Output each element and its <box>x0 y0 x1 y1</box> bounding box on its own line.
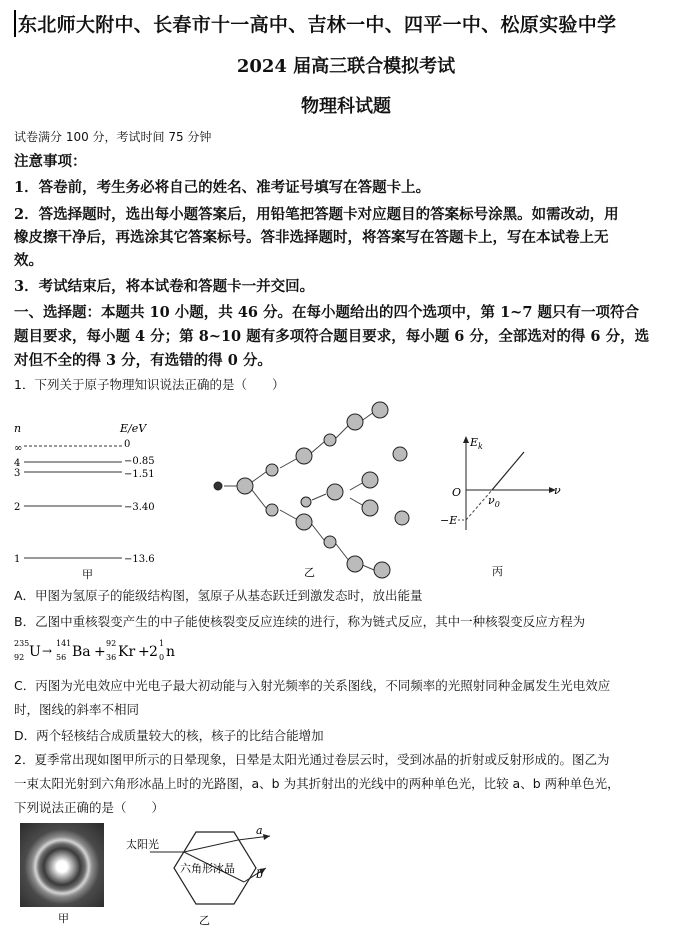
chain-reaction-diagram <box>200 398 430 583</box>
svg-text:92: 92 <box>14 653 25 662</box>
level-e-inf: 0 <box>124 439 131 450</box>
svg-text:甲: 甲 <box>58 912 69 925</box>
svg-text:0: 0 <box>159 653 165 662</box>
svg-text:141: 141 <box>56 639 72 648</box>
q2-fig-yi-caption: 乙 <box>199 914 210 927</box>
q2-line-3: 下列说法正确的是（ ） <box>14 800 165 815</box>
section1-line-2: 题目要求，每小题 4 分；第 8~10 题有多项符合题目要求，每小题 6 分，全部选对的得 6 分，选 <box>14 328 650 345</box>
fig-yi-caption: 乙 <box>304 566 315 579</box>
ek-subscript: k <box>478 442 483 451</box>
subject-title: 物理科试题 <box>301 96 391 117</box>
ice-crystal-diagram <box>122 822 282 928</box>
level-n-3: 3 <box>14 468 21 479</box>
level-e-4: −0.85 <box>124 456 155 467</box>
section1-line-1: 一、选择题：本题共 10 小题，共 46 分。在每小题给出的四个选项中，第 1~7 题只有一项符合 <box>14 304 639 321</box>
sunlight-label: 太阳光 <box>126 838 159 851</box>
notice-title: 注意事项： <box>14 153 87 170</box>
svg-text:U: U <box>29 644 41 660</box>
photoelectric-graph <box>440 430 570 580</box>
v0-subscript: 0 <box>494 500 500 509</box>
ray-b-label: b <box>256 868 264 881</box>
svg-text:Kr: Kr <box>118 644 136 660</box>
crystal-label: 六角形冰晶 <box>180 862 235 875</box>
fig-jia-caption: 甲 <box>82 568 93 581</box>
svg-text:ν0 <box>488 494 500 509</box>
v0-label: ν <box>488 494 495 507</box>
q2-line-2: 一束太阳光射到六角形冰晶上时的光路图，a、b 为其折射出的光线中的两种单色光，比较 a、b 两种单色光， <box>14 776 620 791</box>
level-n-inf: ∞ <box>14 443 23 454</box>
notice-item-1: 1．答卷前，考生务必将自己的姓名、准考证号填写在答题卡上。 <box>14 179 431 196</box>
level-e-2: −3.40 <box>124 502 155 513</box>
q1-option-c-line-1: C．丙图为光电效应中光电子最大初动能与入射光频率的关系图线，不同频率的光照射同种金属发生光电效应 <box>14 678 611 693</box>
neg-e-label: −E <box>440 514 458 527</box>
schools-title: 东北师大附中、长春市十一高中、吉林一中、四平一中、松原实验中学 <box>14 10 616 37</box>
q1-option-a: A．甲图为氢原子的能级结构图，氢原子从基态跃迁到激发态时，放出能量 <box>14 588 423 603</box>
v-axis-label: ν <box>554 484 561 497</box>
section1-line-3: 对但不全的得 3 分，有选错的得 0 分。 <box>14 352 272 369</box>
ek-label: E <box>470 436 479 449</box>
svg-text:235: 235 <box>14 639 30 648</box>
svg-text:56: 56 <box>56 653 67 662</box>
q1-option-c-line-2: 时，图线的斜率不相同 <box>14 702 140 717</box>
svg-text:+: + <box>94 644 106 660</box>
svg-text:→: → <box>42 644 53 658</box>
notice-item-2-line-1: 2．答选择题时，选出每小题答案后，用铅笔把答题卡对应题目的答案标号涂黑。如需改动，用 <box>14 206 619 223</box>
exam-title: 2024 届高三联合模拟考试 <box>236 56 456 77</box>
notice-item-2-line-2: 橡皮擦干净后，再选涂其它答案标号。答非选择题时，将答案写在答题卡上，写在本试卷上无 <box>14 229 609 246</box>
exam-info: 试卷满分 100 分，考试时间 75 分钟 <box>14 130 212 144</box>
svg-text:+: + <box>138 644 150 660</box>
svg-text:n: n <box>166 644 176 660</box>
svg-text:36: 36 <box>106 653 117 662</box>
energy-axis-label: E/eV <box>120 422 147 435</box>
ray-a-label: a <box>256 824 263 837</box>
level-e-3: −1.51 <box>124 469 155 480</box>
svg-text:2: 2 <box>149 644 158 660</box>
svg-text:92: 92 <box>106 639 117 648</box>
n-axis-label: n <box>14 422 22 435</box>
level-n-4: 4 <box>14 458 21 469</box>
notice-item-2-line-3: 效。 <box>14 252 43 269</box>
svg-text:1: 1 <box>159 639 165 648</box>
level-e-1: −13.6 <box>124 554 155 565</box>
fission-equation <box>14 636 214 666</box>
svg-text:Ek <box>469 436 483 451</box>
q1-option-b: B．乙图中重核裂变产生的中子能使核裂变反应连续的进行，称为链式反应，其中一种核裂变反应方程为 <box>14 614 586 629</box>
fig-bing-caption: 丙 <box>492 565 503 578</box>
q2-line-1: 2．夏季常出现如图甲所示的日晕现象，日晕是太阳光通过卷层云时，受到冰晶的折射或反射形成的。图乙为 <box>14 752 610 767</box>
sun-halo-photo <box>20 823 104 907</box>
q1-option-d: D．两个轻核结合成质量较大的核，核子的比结合能增加 <box>14 728 324 743</box>
svg-text:Ba: Ba <box>72 644 91 660</box>
q1-stem: 1．下列关于原子物理知识说法正确的是（ ） <box>14 377 285 392</box>
energy-level-diagram <box>10 418 180 583</box>
q2-fig-jia-label <box>50 906 80 928</box>
origin-label: O <box>452 486 462 499</box>
level-n-1: 1 <box>14 554 21 565</box>
notice-item-3: 3．考试结束后，将本试卷和答题卡一并交回。 <box>14 278 315 295</box>
level-n-2: 2 <box>14 502 21 513</box>
